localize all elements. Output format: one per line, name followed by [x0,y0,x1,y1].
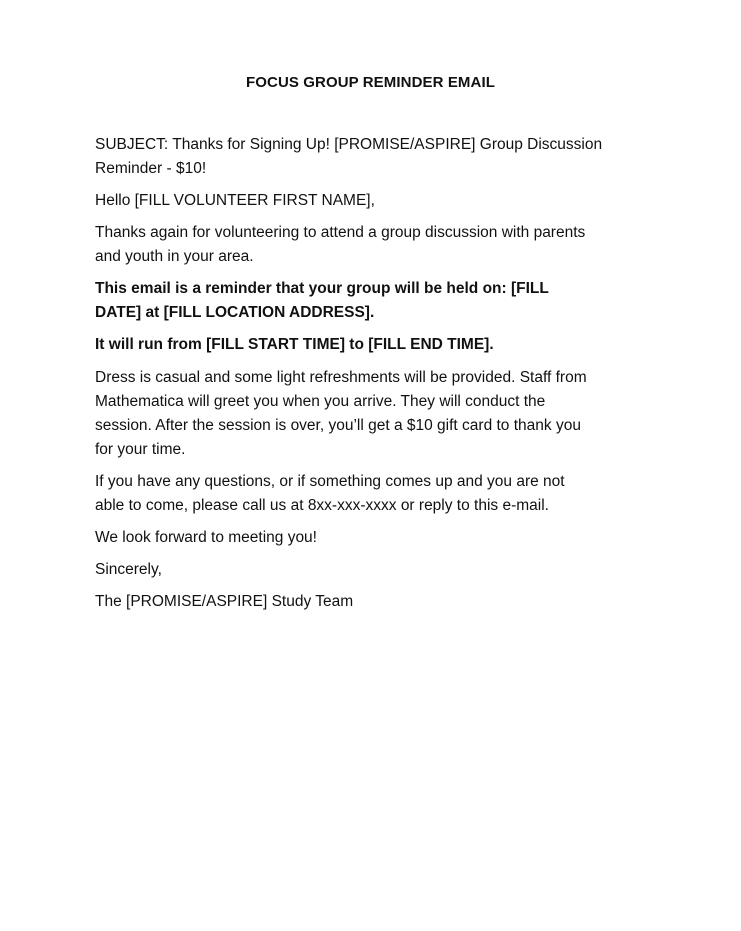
subject-paragraph [95,133,640,181]
greeting: Hello [FILL VOLUNTEER FIRST NAME], [95,192,375,209]
details-paragraph [95,366,640,462]
document-title: FOCUS GROUP REMINDER EMAIL [245,74,495,91]
reminder-line-2: DATE] at [FILL LOCATION ADDRESS]. [95,304,375,321]
details-line-2: Mathematica will greet you when you arrive. They will conduct the [95,393,546,410]
email-body [95,133,640,622]
time-paragraph: It will run from [FILL START TIME] to [FILL END TIME]. [95,336,494,353]
thanks-line-1: Thanks again for volunteering to attend a group discussion with parents [95,224,586,241]
questions-line-2: able to come, please call us at 8xx-xxx-xxxx or reply to this e-mail. [95,497,549,514]
questions-paragraph [95,470,640,518]
signoff: Sincerely, [95,561,162,578]
reminder-paragraph [95,277,640,325]
signature: The [PROMISE/ASPIRE] Study Team [95,593,354,610]
details-line-1: Dress is casual and some light refreshments will be provided. Staff from [95,369,587,386]
thanks-line-2: and youth in your area. [95,248,254,265]
subject-line-2: Reminder - $10! [95,160,207,177]
questions-line-1: If you have any questions, or if something comes up and you are not [95,473,565,490]
reminder-line-1: This email is a reminder that your group will be held on: [FILL [95,280,549,297]
details-line-3: session. After the session is over, you’ll get a $10 gift card to thank you [95,417,581,434]
closing-line: We look forward to meeting you! [95,529,317,546]
thanks-paragraph [95,221,640,269]
subject-line-1: SUBJECT: Thanks for Signing Up! [PROMISE/ASPIRE] Group Discussion [95,136,603,153]
details-line-4: for your time. [95,441,186,458]
